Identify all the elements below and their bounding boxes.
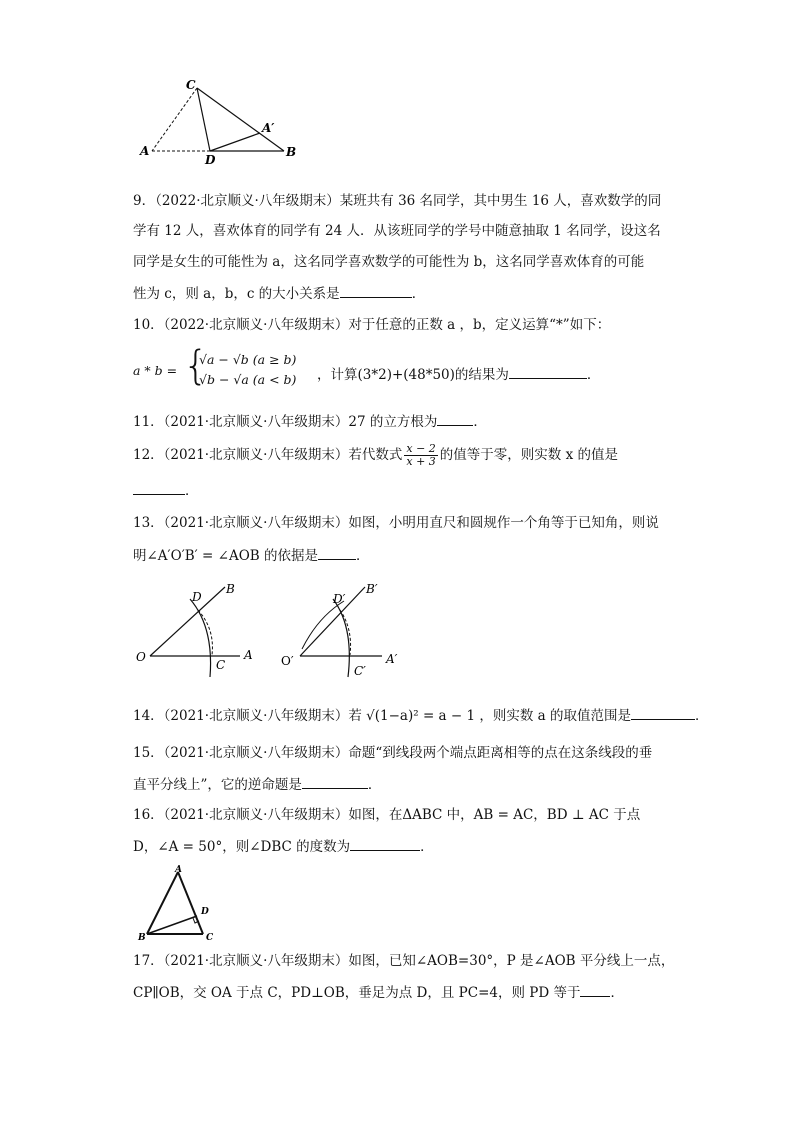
q11-answer-blank[interactable]	[437, 412, 473, 426]
left-label-a: A	[244, 648, 253, 662]
label-d: D	[201, 907, 209, 917]
label-c: C	[186, 78, 196, 92]
q9-line1: 9．（2022·北京顺义·八年级期末）某班共有 36 名同学，其中男生 16 人，喜欢数学的同	[133, 193, 662, 209]
q14-end: ．	[695, 708, 709, 724]
q17-line1: 17．（2021·北京顺义·八年级期末）如图，已知∠AOB=30°，P 是∠AOB 平分线上一点，	[133, 953, 675, 969]
figure-isosceles-triangle	[135, 864, 225, 944]
q13-line2	[133, 546, 369, 565]
right-label-b: B′	[366, 582, 378, 596]
q14-line	[133, 706, 709, 725]
label-b: B	[138, 933, 146, 943]
q13-line1: 13．（2021·北京顺义·八年级期末）如图，小明用直尺和圆规作一个角等于已知角，则说	[133, 515, 659, 531]
q12-numerator: x − 2	[406, 442, 436, 455]
q9-answer-blank[interactable]	[340, 284, 412, 298]
left-arc-solid	[190, 599, 211, 677]
q10-end: ．	[586, 367, 601, 383]
segment-cd	[197, 88, 210, 151]
q12-suffix: 的值等于零，则实数 x 的值是	[439, 447, 618, 463]
q9-end: ．	[411, 286, 426, 302]
label-a: A	[140, 144, 150, 158]
q11-text: 11．（2021·北京顺义·八年级期末）27 的立方根为	[133, 414, 438, 430]
q9-line4-text: 性为 c，则 a，b，c 的大小关系是	[133, 286, 340, 302]
q12-line1	[133, 440, 618, 470]
q12-denominator: x + 3	[406, 455, 436, 468]
right-label-c: C′	[354, 664, 366, 678]
q17-line2	[133, 983, 624, 1002]
q16-line1: 16．（2021·北京顺义·八年级期末）如图，在ΔABC 中，AB = AC，BD ⊥ AC 于点	[133, 807, 641, 823]
label-c: C	[206, 933, 214, 943]
q10-case1: √a − √b (a ≥ b)	[199, 352, 297, 367]
q10-tail-text: ，计算(3*2)+(48*50)的结果为	[317, 367, 509, 383]
q17-line2-text: CP∥OB，交 OA 于点 C，PD⊥OB，垂足为点 D，且 PC=4，则 PD 等于	[133, 985, 581, 1001]
q13-answer-blank[interactable]	[318, 546, 356, 560]
q9-line4	[133, 284, 425, 303]
right-label-d: D′	[333, 592, 346, 606]
right-arc-solid	[333, 599, 349, 677]
q12-fraction	[404, 443, 437, 468]
left-label-d: D	[192, 590, 202, 604]
q17-answer-blank[interactable]	[580, 983, 610, 997]
q15-end: ．	[367, 777, 382, 793]
left-label-o: O	[136, 650, 146, 664]
q12-end: ．	[185, 483, 199, 499]
figure-angle-construction	[130, 577, 420, 685]
q16-answer-blank[interactable]	[350, 837, 420, 851]
q12-prefix: 12．（2021·北京顺义·八年级期末）若代数式	[133, 447, 403, 463]
left-label-b: B	[226, 582, 235, 596]
q9-line2: 学有 12 人，喜欢体育的同学有 24 人．从该班同学的学号中随意抽取 1 名同学，设这名	[133, 223, 661, 239]
q16-end: ．	[420, 839, 434, 855]
q13-end: ．	[355, 548, 370, 564]
figure-folded-triangle	[130, 76, 310, 166]
q15-answer-blank[interactable]	[302, 775, 368, 789]
q15-line1: 15．（2021·北京顺义·八年级期末）命题“到线段两个端点距离相等的点在这条线段的垂	[133, 745, 653, 761]
q10-line1: 10．（2022·北京顺义·八年级期末）对于任意的正数 a ，b，定义运算“*”如下：	[133, 317, 611, 333]
q16-line2	[133, 837, 434, 856]
label-d: D	[205, 153, 216, 166]
label-a-prime: A′	[262, 121, 275, 135]
q10-tail	[317, 363, 600, 383]
segment-da-prime	[210, 133, 260, 151]
q17-end: ．	[610, 985, 624, 1001]
q15-line2-text: 直平分线上”，它的逆命题是	[133, 777, 302, 793]
q13-line2-text: 明∠A′O′B′ = ∠AOB 的依据是	[133, 548, 318, 564]
segment-cb	[197, 88, 284, 151]
q16-line2-text: D，∠A = 50°，则∠DBC 的度数为	[133, 839, 351, 855]
q14-text: 14．（2021·北京顺义·八年级期末）若 √(1−a)² = a − 1 ，则实数 a 的取值范围是	[133, 708, 632, 724]
q10-lhs: a * b =	[133, 363, 178, 378]
q11-line	[133, 412, 487, 431]
right-label-a: A′	[386, 652, 398, 666]
q15-line2	[133, 775, 381, 794]
right-arc-cross	[302, 601, 344, 649]
q11-end: ．	[473, 414, 487, 430]
q12-answer-blank[interactable]	[133, 481, 185, 495]
q12-line2	[133, 481, 199, 500]
q10-answer-blank[interactable]	[509, 365, 587, 379]
q9-line3: 同学是女生的可能性为 a，这名同学喜欢数学的可能性为 b，这名同学喜欢体育的可能	[133, 254, 645, 270]
label-b: B	[286, 145, 297, 159]
q14-answer-blank[interactable]	[631, 706, 695, 720]
label-a: A	[175, 865, 182, 875]
left-ray-ob	[150, 587, 225, 656]
q10-brace: {	[183, 343, 209, 389]
segment-ac	[178, 872, 203, 934]
left-label-c: C	[216, 658, 226, 672]
q10-case2: √b − √a (a < b)	[199, 372, 297, 387]
segment-ca-dashed	[152, 88, 197, 151]
right-label-o: O′	[281, 654, 294, 668]
